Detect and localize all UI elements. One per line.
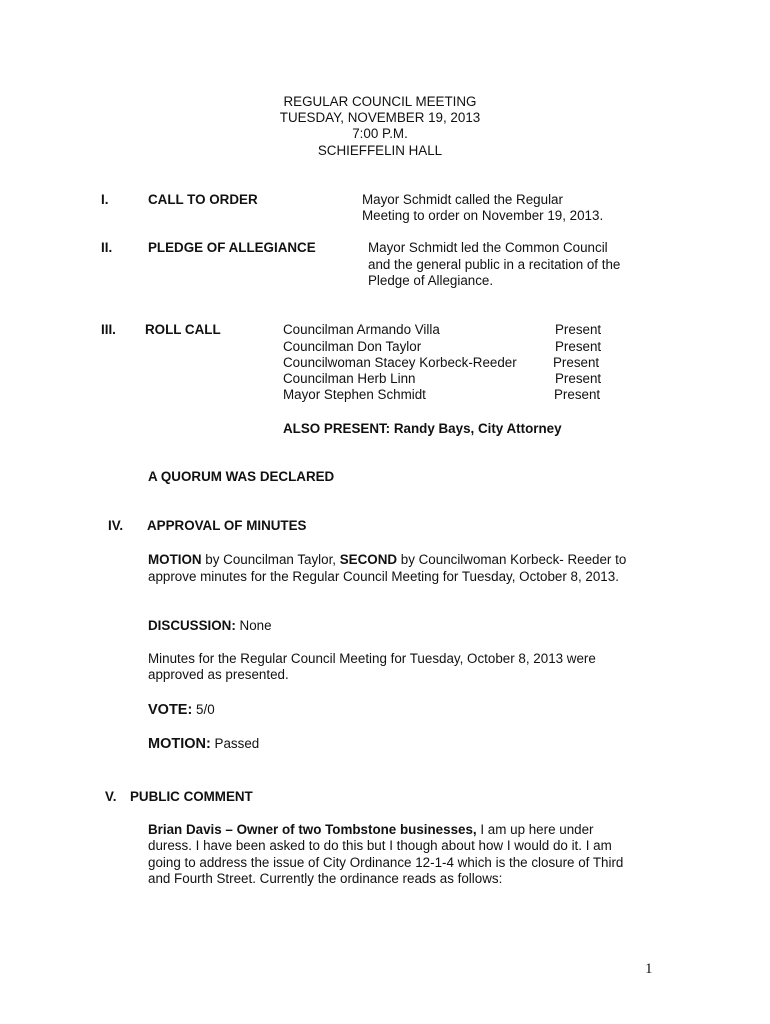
motion-text: by Councilman Taylor, xyxy=(201,552,340,567)
member-name: Councilman Herb Linn xyxy=(283,371,416,386)
page-number: 1 xyxy=(645,961,653,977)
motion-label: MOTION xyxy=(148,552,202,567)
vote-value: 5/0 xyxy=(192,702,215,717)
section-numeral: III. xyxy=(101,322,116,337)
header-date: TUESDAY, NOVEMBER 19, 2013 xyxy=(279,110,481,125)
motion-text-continued: approve minutes for the Regular Council Meeting for Tuesday, October 8, 2013. xyxy=(148,569,619,584)
section-numeral: II. xyxy=(101,240,113,255)
section-text: Mayor Schmidt led the Common Council xyxy=(368,240,608,255)
section-text: Pledge of Allegiance. xyxy=(368,273,494,288)
comment-text: duress. I have been asked to do this but I though about how I would do it. I am xyxy=(148,838,612,853)
member-name: Councilwoman Stacey Korbeck-Reeder xyxy=(283,355,517,370)
member-status: Present xyxy=(555,322,602,337)
member-name: Councilman Don Taylor xyxy=(283,339,422,354)
header-location: SCHIEFFELIN HALL xyxy=(317,143,443,158)
comment-text: and Fourth Street. Currently the ordinance reads as follows: xyxy=(148,871,503,886)
section-title: CALL TO ORDER xyxy=(148,192,258,207)
section-text: and the general public in a recitation of the xyxy=(368,257,621,272)
header-time: 7:00 P.M. xyxy=(352,126,408,141)
section-text: Meeting to order on November 19, 2013. xyxy=(362,208,604,223)
member-status: Present xyxy=(555,371,602,386)
section-text: Mayor Schmidt called the Regular xyxy=(362,192,563,207)
motion-result-line xyxy=(148,736,259,752)
header-title: REGULAR COUNCIL MEETING xyxy=(283,94,477,109)
section-title: PUBLIC COMMENT xyxy=(130,789,253,804)
second-label: SECOND xyxy=(339,552,398,567)
vote-label: VOTE: xyxy=(148,702,193,718)
member-status: Present xyxy=(555,339,602,354)
comment-line xyxy=(148,822,594,838)
member-name: Mayor Stephen Schmidt xyxy=(283,387,426,402)
section-numeral: IV. xyxy=(108,518,124,533)
section-title: APPROVAL OF MINUTES xyxy=(147,518,307,533)
comment-text: going to address the issue of City Ordinance 12-1-4 which is the closure of Third xyxy=(148,855,624,870)
section-numeral: I. xyxy=(101,192,109,207)
motion-result-value: Passed xyxy=(210,736,260,751)
section-title: ROLL CALL xyxy=(145,322,221,337)
minutes-result: approved as presented. xyxy=(148,667,289,682)
member-status: Present xyxy=(554,387,601,402)
member-name: Councilman Armando Villa xyxy=(283,322,440,337)
minutes-result: Minutes for the Regular Council Meeting for Tuesday, October 8, 2013 were xyxy=(148,651,596,666)
discussion-line xyxy=(148,618,272,634)
also-present: ALSO PRESENT: Randy Bays, City Attorney xyxy=(283,421,562,436)
motion-line xyxy=(148,552,626,568)
speaker-name: Brian Davis – Owner of two Tombstone businesses, xyxy=(148,822,477,837)
vote-line xyxy=(148,702,215,718)
section-title: PLEDGE OF ALLEGIANCE xyxy=(148,240,316,255)
quorum-declared: A QUORUM WAS DECLARED xyxy=(148,469,335,484)
motion-result-label: MOTION: xyxy=(148,736,211,752)
member-status: Present xyxy=(553,355,600,370)
comment-text: I am up here under xyxy=(476,822,594,837)
motion-text: by Councilwoman Korbeck- Reeder to xyxy=(397,552,627,567)
section-numeral: V. xyxy=(105,789,117,804)
discussion-value: None xyxy=(235,618,272,633)
discussion-label: DISCUSSION: xyxy=(148,618,236,633)
